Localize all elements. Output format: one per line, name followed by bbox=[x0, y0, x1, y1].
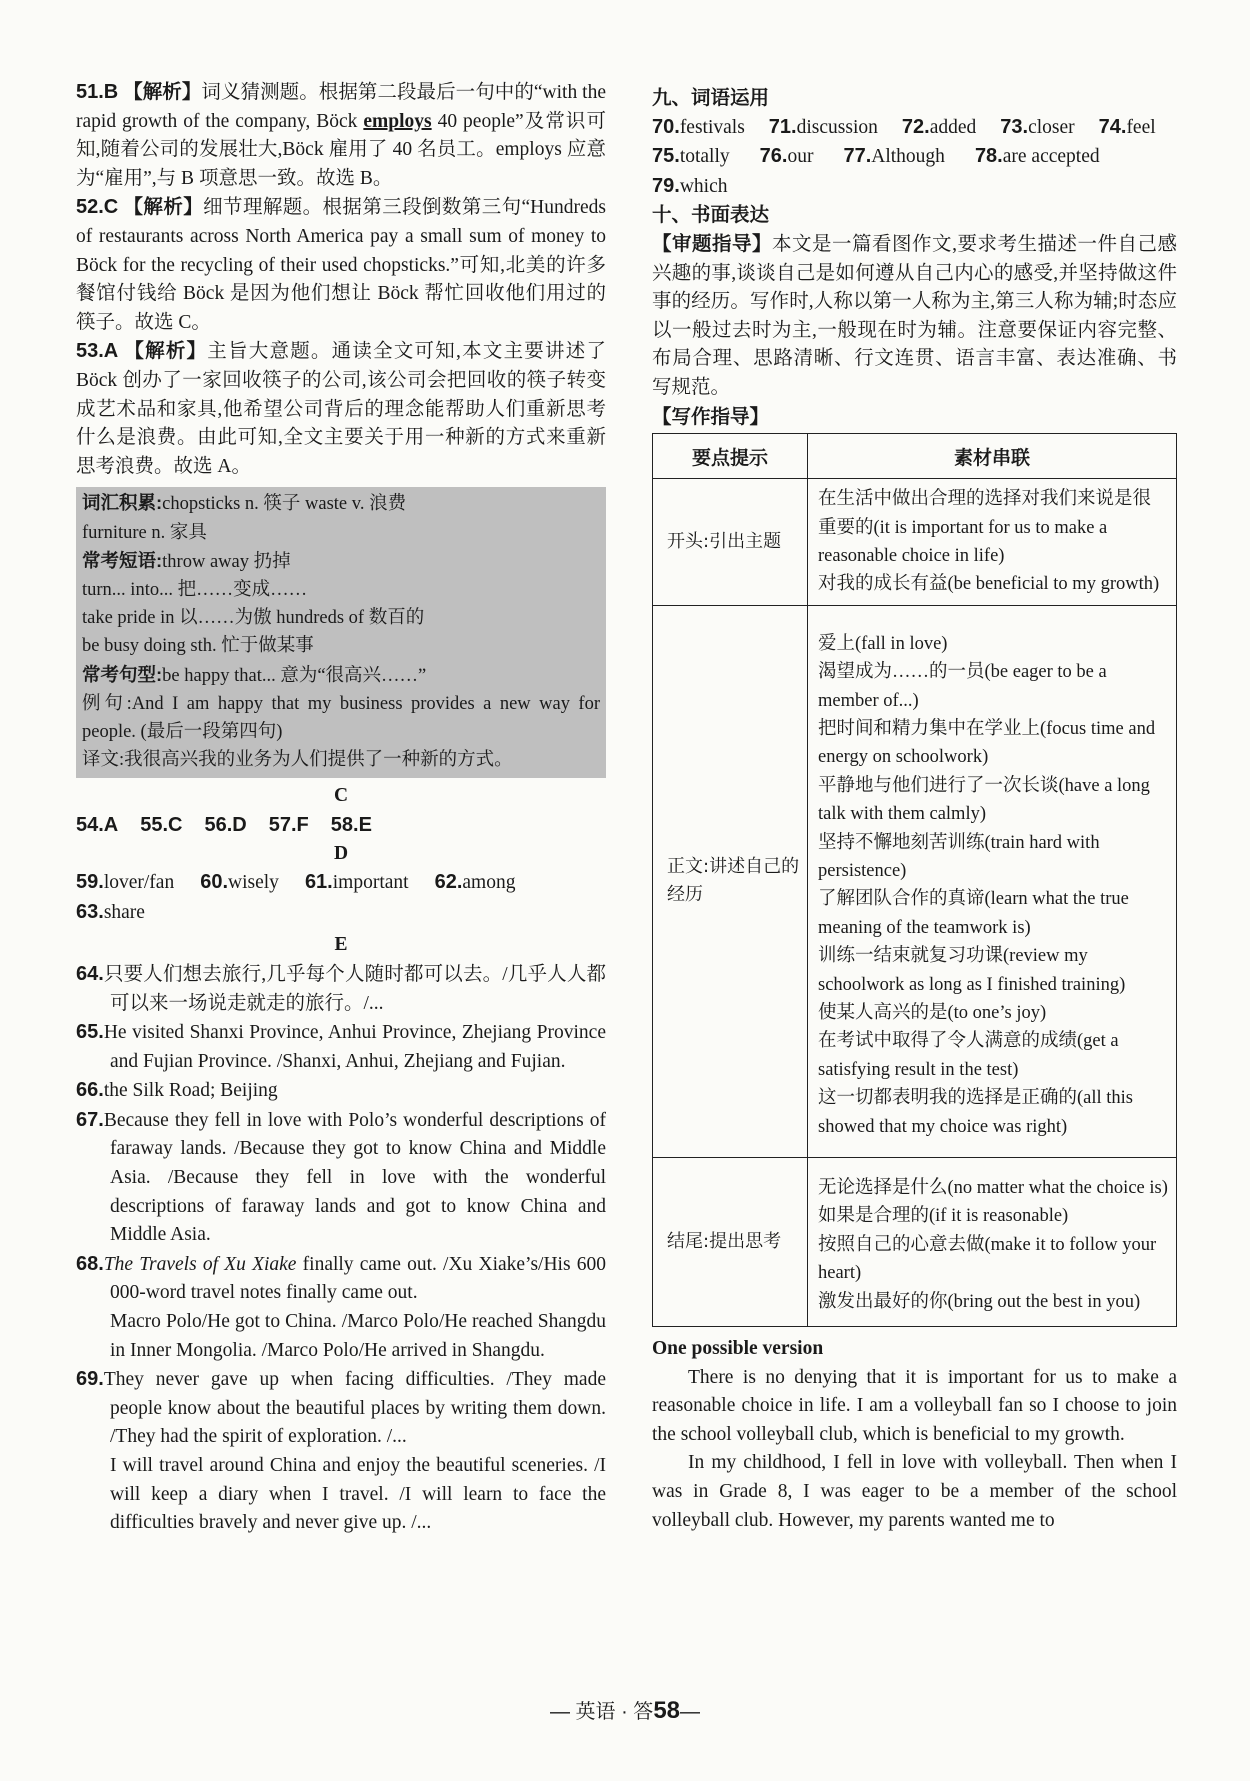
material-line: 在考试中取得了令人满意的成绩(get a satisfying result in the test) bbox=[818, 1031, 1119, 1080]
version-heading: One possible version bbox=[652, 1338, 824, 1360]
phrase-text: take pride in 以……为傲 hundreds of 数百的 bbox=[82, 608, 425, 629]
answer-text: our bbox=[787, 146, 814, 168]
exam-guide bbox=[652, 230, 1177, 403]
writing-guide-table bbox=[652, 433, 1177, 1327]
table-cell-key: 正文:讲述自己的经历 bbox=[653, 605, 808, 1157]
answer-60 bbox=[200, 868, 279, 898]
answer-79 bbox=[652, 172, 1177, 202]
table-header-key-points: 要点提示 bbox=[653, 434, 808, 479]
answer-52 bbox=[76, 193, 606, 337]
translation-line bbox=[82, 746, 600, 774]
material-line: 在生活中做出合理的选择对我们来说是很重要的(it is important for us to make a reasonable choice in life) bbox=[818, 489, 1152, 566]
material-line: 了解团队合作的真谛(learn what the true meaning of the teamwork is) bbox=[818, 889, 1129, 938]
answer-69 bbox=[76, 1365, 606, 1452]
pattern-text: be happy that... 意为“很高兴……” bbox=[162, 665, 427, 686]
answer-text: among bbox=[462, 872, 516, 894]
answer-text: festivals bbox=[679, 116, 745, 138]
analysis-text: 主旨大意题。通读全文可知,本文主要讲述了 Böck 创办了一家回收筷子的公司,该公司会把回收的筷子转变成艺术品和家具,他希望公司背后的理念能帮助人们重新思考什么是浪费。由此可知,全文主要关于用一种新的方式来重新思考浪费。故选 A。 bbox=[76, 341, 606, 477]
page-number: 58 bbox=[653, 1697, 681, 1724]
analysis-text: 细节理解题。根据第三段倒数第三句“Hundreds of restaurants across North America pay a small sum of money to Böck for the recycling of their used chopsticks.”可知,北美的许多餐馆付钱给 Böck 是因为他们想让 Böck 帮忙回收他们用过的筷子。故选 C。 bbox=[76, 197, 606, 333]
answer-text: closer bbox=[1028, 116, 1075, 138]
question-number: 69. bbox=[76, 1368, 104, 1391]
answer-61 bbox=[305, 868, 409, 898]
question-number: 68. bbox=[76, 1252, 104, 1275]
section-d-answers bbox=[76, 868, 606, 898]
analysis-tag: 【解析】 bbox=[123, 82, 202, 103]
table-cell-materials bbox=[808, 605, 1177, 1157]
answer-54: 54.A bbox=[76, 813, 119, 836]
question-number: 75. bbox=[652, 145, 680, 168]
guide-label: 【审题指导】 bbox=[652, 232, 773, 255]
table-header-materials: 素材串联 bbox=[808, 434, 1177, 479]
answer-72 bbox=[902, 113, 976, 143]
writing-guide-label: 【写作指导】 bbox=[652, 405, 770, 428]
answer-74 bbox=[1099, 113, 1156, 143]
answer-text: important bbox=[332, 872, 409, 894]
answer-62 bbox=[435, 868, 516, 898]
answer-text: totally bbox=[679, 146, 730, 168]
page-footer bbox=[0, 1695, 1250, 1725]
translation-text: 译文:我很高兴我的业务为人们提供了一种新的方式。 bbox=[82, 750, 513, 771]
question-number: 76. bbox=[759, 145, 788, 168]
vocab-text: furniture n. 家具 bbox=[82, 522, 207, 543]
table-row bbox=[653, 479, 1177, 606]
section-9-answers bbox=[652, 113, 1177, 202]
book-title: The Travels of Xu Xiake bbox=[103, 1253, 297, 1275]
answer-69-part2 bbox=[76, 1452, 606, 1538]
question-number: 71. bbox=[768, 115, 797, 138]
material-line: 渴望成为……的一员(be eager to be a member of...) bbox=[818, 662, 1107, 711]
question-number: 64. bbox=[76, 962, 104, 985]
answer-75 bbox=[652, 142, 730, 172]
phrase-text: throw away 扔掉 bbox=[162, 551, 291, 572]
answer-text: wisely bbox=[228, 872, 279, 894]
answer-text: which bbox=[679, 175, 728, 197]
analysis-tag: 【解析】 bbox=[124, 341, 208, 363]
material-line: 把时间和精力集中在学业上(focus time and energy on schoolwork) bbox=[818, 718, 1156, 768]
answer-53 bbox=[76, 337, 606, 481]
phrase-line bbox=[82, 604, 600, 632]
example-line bbox=[82, 690, 600, 746]
answer-78 bbox=[975, 142, 1100, 172]
answer-65 bbox=[76, 1018, 606, 1076]
answer-76 bbox=[760, 142, 814, 172]
phrase-label: 常考短语: bbox=[82, 549, 163, 571]
question-number: 70. bbox=[652, 115, 680, 138]
question-number: 79. bbox=[652, 174, 680, 197]
answer-text: He visited Shanxi Province, Anhui Province, Zhejiang Province and Fujian Province. /Shanxi, Anhui, Zhejiang and Fujian. bbox=[103, 1022, 606, 1072]
answer-59 bbox=[76, 868, 174, 898]
question-number: 53.A bbox=[76, 340, 119, 363]
table-cell-materials bbox=[808, 1158, 1177, 1327]
underlined-word: employs bbox=[363, 110, 432, 132]
essay bbox=[652, 1364, 1177, 1536]
answer-68-part2 bbox=[76, 1308, 606, 1365]
question-number: 74. bbox=[1098, 115, 1127, 138]
answer-text: the Silk Road; Beijing bbox=[103, 1080, 278, 1102]
section-c-answers bbox=[76, 811, 606, 840]
answer-text: Macro Polo/He got to China. /Marco Polo/He reached Shangdu in Inner Mongolia. /Marco Polo/He arrived in Shangdu. bbox=[110, 1311, 606, 1361]
answer-text: finally came out. /Xu Xiake’s/His 600 000-word travel notes finally came out. bbox=[110, 1253, 606, 1304]
answer-73 bbox=[1000, 113, 1074, 143]
material-line: 训练一结束就复习功课(review my schoolwork as long as I finished training) bbox=[818, 946, 1126, 995]
answer-51 bbox=[76, 78, 606, 193]
material-line: 如果是合理的(if it is reasonable) bbox=[818, 1206, 1069, 1227]
answer-71 bbox=[769, 113, 878, 143]
phrase-line bbox=[82, 576, 600, 604]
question-number: 66. bbox=[76, 1079, 104, 1102]
answer-text: added bbox=[929, 116, 977, 138]
answer-text: I will travel around China and enjoy the beautiful sceneries. /I will keep a diary when I travel. /I will learn to face the difficulties bravely and never give up. /... bbox=[110, 1455, 606, 1534]
essay-paragraph: In my childhood, I fell in love with volleyball. Then when I was in Grade 8, I was eager to be a member of the school volleyball club. However, my parents wanted me to bbox=[652, 1452, 1177, 1531]
answer-text: They never gave up when facing difficulties. /They made people know about the beautiful places by writing them down. /They had the spirit of exploration. /... bbox=[103, 1369, 606, 1448]
answer-77 bbox=[843, 142, 944, 172]
answer-text: discussion bbox=[796, 116, 878, 138]
section-10-title: 十、书面表达 bbox=[652, 204, 770, 227]
answer-57: 57.F bbox=[268, 813, 309, 836]
footer-label: — 英语 · 答 bbox=[549, 1701, 654, 1723]
question-number: 51.B bbox=[76, 81, 119, 103]
analysis-tag: 【解析】 bbox=[123, 197, 204, 219]
section-e-label: E bbox=[334, 934, 348, 956]
answer-text: lover/fan bbox=[103, 872, 175, 894]
vocab-text: chopsticks n. 筷子 waste v. 浪费 bbox=[162, 494, 407, 515]
pattern-line bbox=[82, 661, 600, 690]
table-cell-key: 结尾:提出思考 bbox=[653, 1158, 808, 1327]
vocab-line bbox=[82, 519, 600, 547]
guide-text: 本文是一篇看图作文,要求考生描述一件自己感兴趣的事,谈谈自己是如何遵从自己内心的感受,并坚持做这件事的经历。写作时,人称以第一人称为主,第三人称为辅;时态应以一般过去时为主,一般现在时为辅。注意要保证内容完整、布局合理、思路清晰、行文连贯、语言丰富、表达准确、书写规范。 bbox=[652, 233, 1177, 398]
answer-67 bbox=[76, 1106, 606, 1250]
material-line: 对我的成长有益(be beneficial to my growth) bbox=[818, 574, 1160, 595]
answer-text: Because they fell in love with Polo’s wonderful descriptions of faraway lands. /Because they got to know China and Middle Asia. /Because they fell in love with the wonderful descriptions of faraway lands and got to know China and Middle Asia. bbox=[103, 1109, 606, 1246]
table-row bbox=[653, 605, 1177, 1157]
pattern-label: 常考句型: bbox=[82, 663, 163, 685]
question-number: 65. bbox=[76, 1021, 104, 1044]
phrase-text: turn... into... 把……变成…… bbox=[82, 579, 308, 600]
essay-paragraph: There is no denying that it is important for us to make a reasonable choice in life. I am a volleyball fan so I choose to join the school volleyball club, which is beneficial to my growth. bbox=[652, 1366, 1177, 1445]
analysis-text: 词义猜测题。根据第二段最后一句中的“with the rapid growth of the company, Böck bbox=[76, 82, 606, 132]
material-line: 爱上(fall in love) bbox=[818, 633, 948, 654]
question-number: 62. bbox=[434, 871, 463, 894]
phrase-text: be busy doing sth. 忙于做某事 bbox=[82, 636, 314, 657]
table-cell-materials bbox=[808, 479, 1177, 606]
question-number: 78. bbox=[974, 145, 1003, 168]
material-line: 坚持不懈地刻苦训练(train hard with persistence) bbox=[818, 832, 1100, 881]
answer-text: 只要人们想去旅行,几乎每个人随时都可以去。/几乎人人都可以来一场说走就走的旅行。/... bbox=[103, 963, 606, 1014]
answer-text: Although bbox=[871, 146, 945, 168]
table-header-row bbox=[653, 434, 1177, 479]
answer-55: 55.C bbox=[140, 813, 183, 836]
material-line: 使某人高兴的是(to one’s joy) bbox=[818, 1003, 1047, 1024]
footer-dash: — bbox=[680, 1701, 701, 1723]
question-number: 59. bbox=[76, 871, 104, 894]
vocab-line bbox=[82, 489, 600, 518]
answer-66 bbox=[76, 1076, 606, 1106]
analysis-text: 40 people”及常识可知,随着公司的发展壮大,Böck 雇用了 40 名员工。employs 应意为“雇用”,与 B 项意思一致。故选 B。 bbox=[76, 110, 607, 189]
answer-64 bbox=[76, 960, 606, 1018]
question-number: 77. bbox=[843, 145, 872, 168]
material-line: 无论选择是什么(no matter what the choice is) bbox=[818, 1178, 1168, 1199]
answer-70 bbox=[652, 113, 745, 143]
material-line: 激发出最好的你(bring out the best in you) bbox=[818, 1291, 1141, 1312]
left-column bbox=[76, 78, 606, 1538]
question-number: 61. bbox=[304, 871, 333, 894]
question-number: 60. bbox=[200, 871, 229, 894]
answer-58: 58.E bbox=[330, 813, 372, 836]
section-9-title: 九、词语运用 bbox=[652, 87, 770, 109]
material-line: 这一切都表明我的选择是正确的(all this showed that my choice was right) bbox=[818, 1088, 1134, 1137]
question-number: 67. bbox=[76, 1108, 104, 1131]
answer-text: are accepted bbox=[1002, 146, 1100, 168]
answer-text: share bbox=[103, 901, 145, 923]
question-number: 52.C bbox=[76, 196, 119, 219]
vocabulary-box bbox=[76, 487, 606, 778]
answer-63 bbox=[76, 898, 606, 928]
question-number: 73. bbox=[1000, 115, 1029, 138]
example-text: 例句:And I am happy that my business provides a new way for people. (最后一段第四句) bbox=[82, 693, 600, 742]
answer-56: 56.D bbox=[204, 813, 247, 836]
section-c-label: C bbox=[333, 785, 349, 807]
phrase-line bbox=[82, 547, 600, 576]
vocab-label: 词汇积累: bbox=[82, 492, 163, 514]
phrase-line bbox=[82, 632, 600, 660]
section-d-label: D bbox=[333, 842, 349, 864]
question-number: 63. bbox=[76, 900, 104, 923]
answer-text: feel bbox=[1126, 116, 1156, 138]
material-line: 平静地与他们进行了一次长谈(have a long talk with them calmly) bbox=[818, 775, 1150, 825]
material-line: 按照自己的心意去做(make it to follow your heart) bbox=[818, 1234, 1157, 1284]
right-column bbox=[652, 84, 1177, 1535]
question-number: 72. bbox=[901, 115, 930, 138]
answer-68 bbox=[76, 1250, 606, 1308]
table-row bbox=[653, 1158, 1177, 1327]
table-cell-key: 开头:引出主题 bbox=[653, 479, 808, 606]
